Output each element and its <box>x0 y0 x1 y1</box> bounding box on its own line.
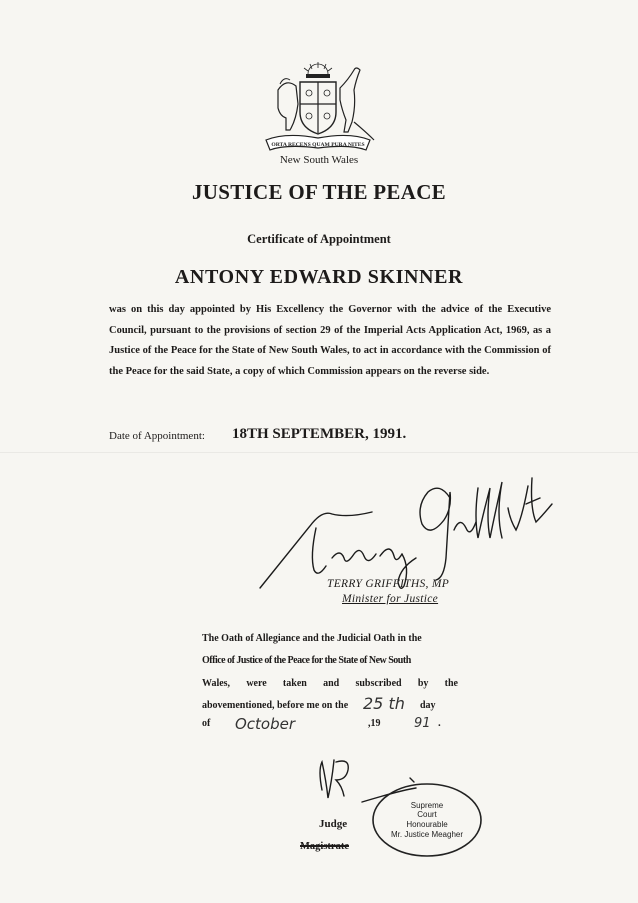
court-seal-stamp <box>370 780 485 858</box>
day-word: day <box>420 700 436 711</box>
date-value: 18TH SEPTEMBER, 1991. <box>232 426 407 442</box>
date-label: Date of Appointment: <box>109 430 205 442</box>
minister-signature <box>240 458 570 593</box>
oath-line-4: abovementioned, before me on the <box>202 700 349 711</box>
seal-line-4: Mr. Justice Meagher <box>390 830 464 839</box>
magistrate-label: Magistrate <box>300 841 349 852</box>
seal-line-1: Supreme <box>410 801 444 810</box>
year-prefix: ,19 <box>368 718 381 729</box>
crest-motto: ORTA RECENS QUAM PURA NITES <box>271 142 365 148</box>
coat-of-arms-icon <box>256 60 380 156</box>
seal-line-2: Court <box>417 810 437 819</box>
appointee-name: ANTONY EDWARD SKINNER <box>174 266 464 288</box>
fold-line <box>0 452 638 453</box>
oath-period: . <box>438 717 441 729</box>
oath-line-1: The Oath of Allegiance and the Judicial Oath in the <box>202 633 422 644</box>
minister-name: TERRY GRIFFITHS, MP <box>327 578 450 590</box>
handwritten-month: October <box>235 715 296 733</box>
seal-line-3: Honourable <box>406 820 448 829</box>
handwritten-day: 25 th <box>363 694 405 713</box>
certificate-subtitle: Certificate of Appointment <box>247 232 391 246</box>
of-word: of <box>202 718 211 729</box>
minister-title: Minister for Justice <box>342 593 439 605</box>
oath-line-2: Office of Justice of the Peace for the State of New South <box>202 655 411 666</box>
appointment-body: was on this day appointed by His Excellency the Governor with the advice of the Executive Council, pursuant to the provisions of section 29 of the Imperial Acts Application Act, 1969, as a Justice of the Peace for the State of New South Wales, to act in accordance with the Commission of the Peace for the said State, a copy of which Commission appears on the reverse side. <box>109 304 551 377</box>
state-name: New South Wales <box>279 154 359 166</box>
page-title: JUSTICE OF THE PEACE <box>192 180 446 204</box>
judge-label: Judge <box>319 818 348 830</box>
oath-line-3: Wales, were taken and subscribed by the <box>202 678 458 689</box>
handwritten-year: 91 <box>414 716 431 731</box>
